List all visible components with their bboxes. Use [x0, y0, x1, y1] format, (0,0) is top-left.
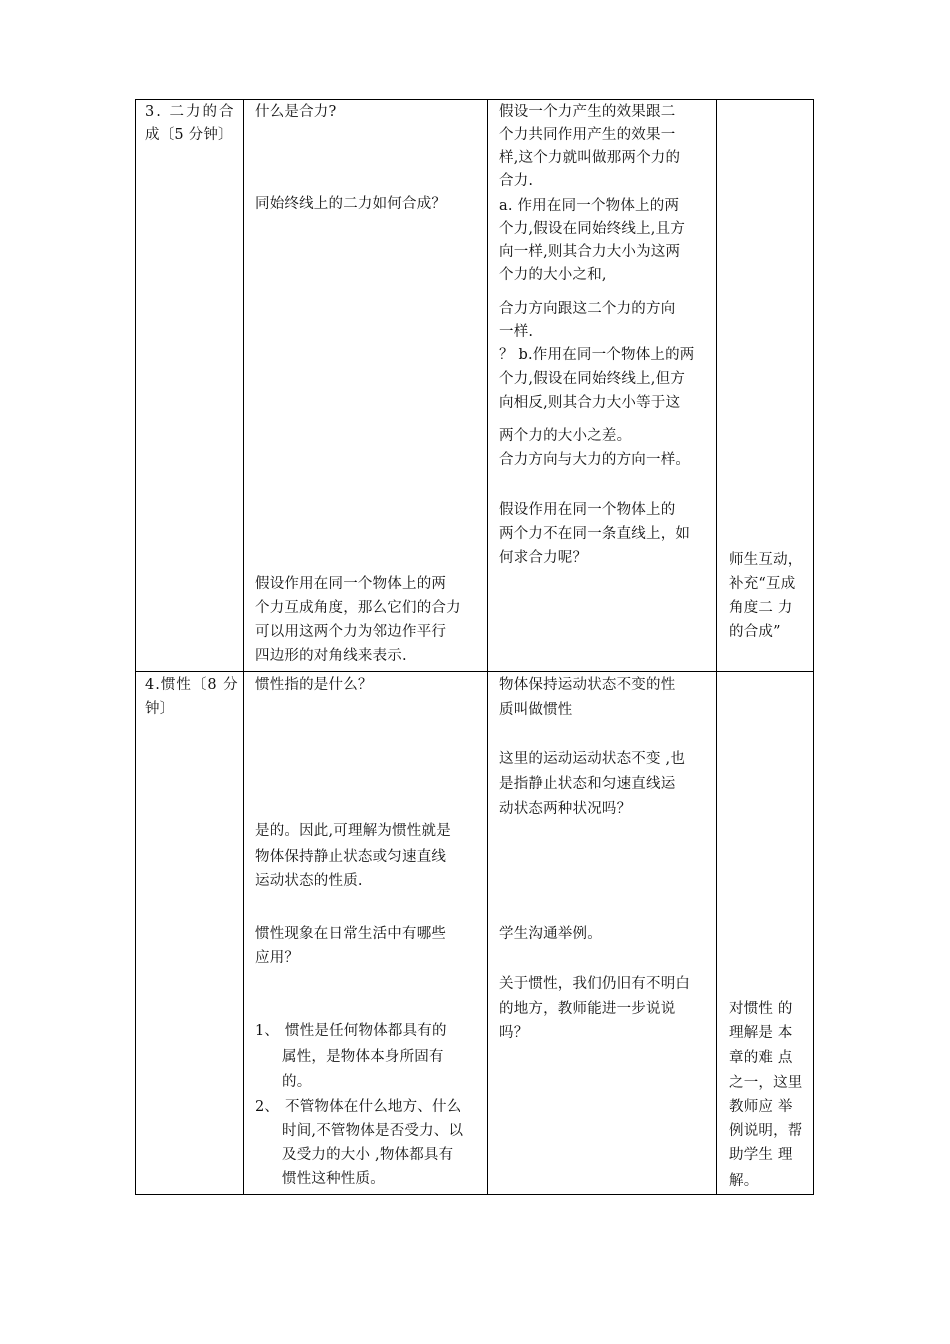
row1-note-line: 师生互动，: [729, 552, 803, 568]
row2-list-item-1-line: 惯性是任何物体都具有的: [285, 1023, 447, 1039]
row2-answer-states-line: 这里的运动运动状态不变 ,也: [499, 751, 686, 767]
row2-note-line: 理解是 本: [729, 1025, 793, 1041]
row2-list-item-1-line: 属性，是物体本身所固有: [282, 1049, 444, 1065]
row1-answer-non-collinear-line: 两个力不在同一条直线上，如: [499, 526, 691, 542]
row1-question-parallelogram-line: 个力互成角度，那么它们的合力: [255, 600, 461, 616]
row2-note-line: 例说明，帮: [729, 1123, 803, 1139]
row1-answer-non-collinear-line: 假设作用在同一个物体上的: [499, 502, 676, 518]
row2-question-conclusion-line: 运动状态的性质.: [255, 873, 363, 889]
row2-note-line: 之一，这里: [729, 1075, 803, 1091]
row2-answer-states-line: 是指静止状态和匀速直线运: [499, 776, 676, 792]
row1-question-collinear: 同始终线上的二力如何合成？: [255, 196, 447, 212]
row1-answer-same-direction-line: 向一样,则其合力大小为这两: [499, 244, 681, 260]
row2-answer-examples: 学生沟通举例。: [499, 926, 602, 942]
row1-section-cell: [135, 99, 244, 672]
row1-section-line: 3. 二力的合: [145, 104, 236, 120]
row2-list-item-2-number: 2、: [255, 1099, 280, 1115]
row2-question-conclusion-line: 物体保持静止状态或匀速直线: [255, 849, 447, 865]
row1-answer-difference-line: 两个力的大小之差。: [499, 428, 632, 444]
row1-answer-non-collinear-line: 何求合力呢？: [499, 550, 588, 566]
row1-answer-opposite-direction-line: 个力,假设在同始终线上,但方: [499, 371, 686, 387]
row2-question-applications-line: 应用？: [255, 950, 300, 966]
row2-answer-definition-line: 质叫做惯性: [499, 702, 573, 718]
row1-question-parallelogram-line: 假设作用在同一个物体上的两: [255, 576, 447, 592]
row1-section-line: 成〔5 分钟〕: [145, 127, 233, 143]
row1-answer-definition-line: 个力共同作用产生的效果一: [499, 127, 676, 143]
lesson-table: [136, 100, 815, 1196]
row2-note-line: 助学生 理: [729, 1147, 793, 1163]
row2-section-cell: [135, 671, 244, 1195]
row2-section-line: 4.惯性〔8 分: [145, 677, 239, 693]
row1-answer-same-direction-line: 个力的大小之和,: [499, 267, 607, 283]
row1-question-parallelogram-line: 可以用这两个力为邻边作平行: [255, 624, 447, 640]
row1-answer-direction-line: 一样.: [499, 324, 534, 340]
row1-answer-definition-line: 样,这个力就叫做那两个力的: [499, 150, 681, 166]
row2-answer-definition-line: 物体保持运动状态不变的性: [499, 677, 676, 693]
row1-answer-same-direction-line: 个力,假设在同始终线上,且方: [499, 221, 686, 237]
row2-answer-further-line: 的地方，教师能进一步说说: [499, 1001, 676, 1017]
row1-answer-opposite-direction-line: 向相反,则其合力大小等于这: [499, 395, 681, 411]
row1-question-parallelogram-line: 四边形的对角线来表示.: [255, 648, 407, 664]
row2-list-item-2-line: 及受力的大小 ,物体都具有: [282, 1147, 454, 1163]
row1-answer-same-direction-line: a. 作用在同一个物体上的两: [499, 198, 680, 214]
row1-question-what-is-resultant: 什么是合力?: [255, 104, 337, 120]
row2-question-conclusion-line: 是的。因此,可理解为惯性就是: [255, 823, 451, 839]
row1-note-line: 补充“互成: [729, 576, 796, 592]
row1-note-line: 的合成”: [729, 624, 781, 640]
row2-list-item-2-line: 惯性这种性质。: [282, 1171, 385, 1187]
row1-answer-definition-line: 假设一个力产生的效果跟二: [499, 104, 676, 120]
row1-answer-definition-line: 合力.: [499, 173, 534, 189]
row2-question-applications-line: 惯性现象在日常生活中有哪些: [255, 926, 447, 942]
row1-note-line: 角度二 力: [729, 600, 793, 616]
row2-list-item-2-line: 不管物体在什么地方、什么: [285, 1099, 462, 1115]
row2-question-what-is-inertia: 惯性指的是什么？: [255, 677, 373, 693]
row2-answer-further-line: 关于惯性，我们仍旧有不明白: [499, 976, 691, 992]
row2-note-line: 章的难 点: [729, 1050, 793, 1066]
row2-list-item-1-number: 1、: [255, 1023, 280, 1039]
row2-list-item-1-line: 的。: [282, 1074, 312, 1090]
row2-answer-further-line: 吗？: [499, 1025, 529, 1041]
row2-note-line: 教师应 举: [729, 1099, 793, 1115]
row1-answer-direction-line: 合力方向跟这二个力的方向: [499, 301, 676, 317]
row2-list-item-2-line: 时间,不管物体是否受力、以: [282, 1123, 464, 1139]
row2-note-line: 解。: [729, 1173, 759, 1189]
row2-answer-states-line: 动状态两种状况吗？: [499, 801, 632, 817]
row1-answer-opposite-direction-line: ？ b.作用在同一个物体上的两: [499, 347, 695, 363]
row2-section-line: 钟〕: [145, 701, 175, 717]
row1-answer-difference-line: 合力方向与大力的方向一样。: [499, 452, 691, 468]
row2-note-line: 对惯性 的: [729, 1001, 793, 1017]
